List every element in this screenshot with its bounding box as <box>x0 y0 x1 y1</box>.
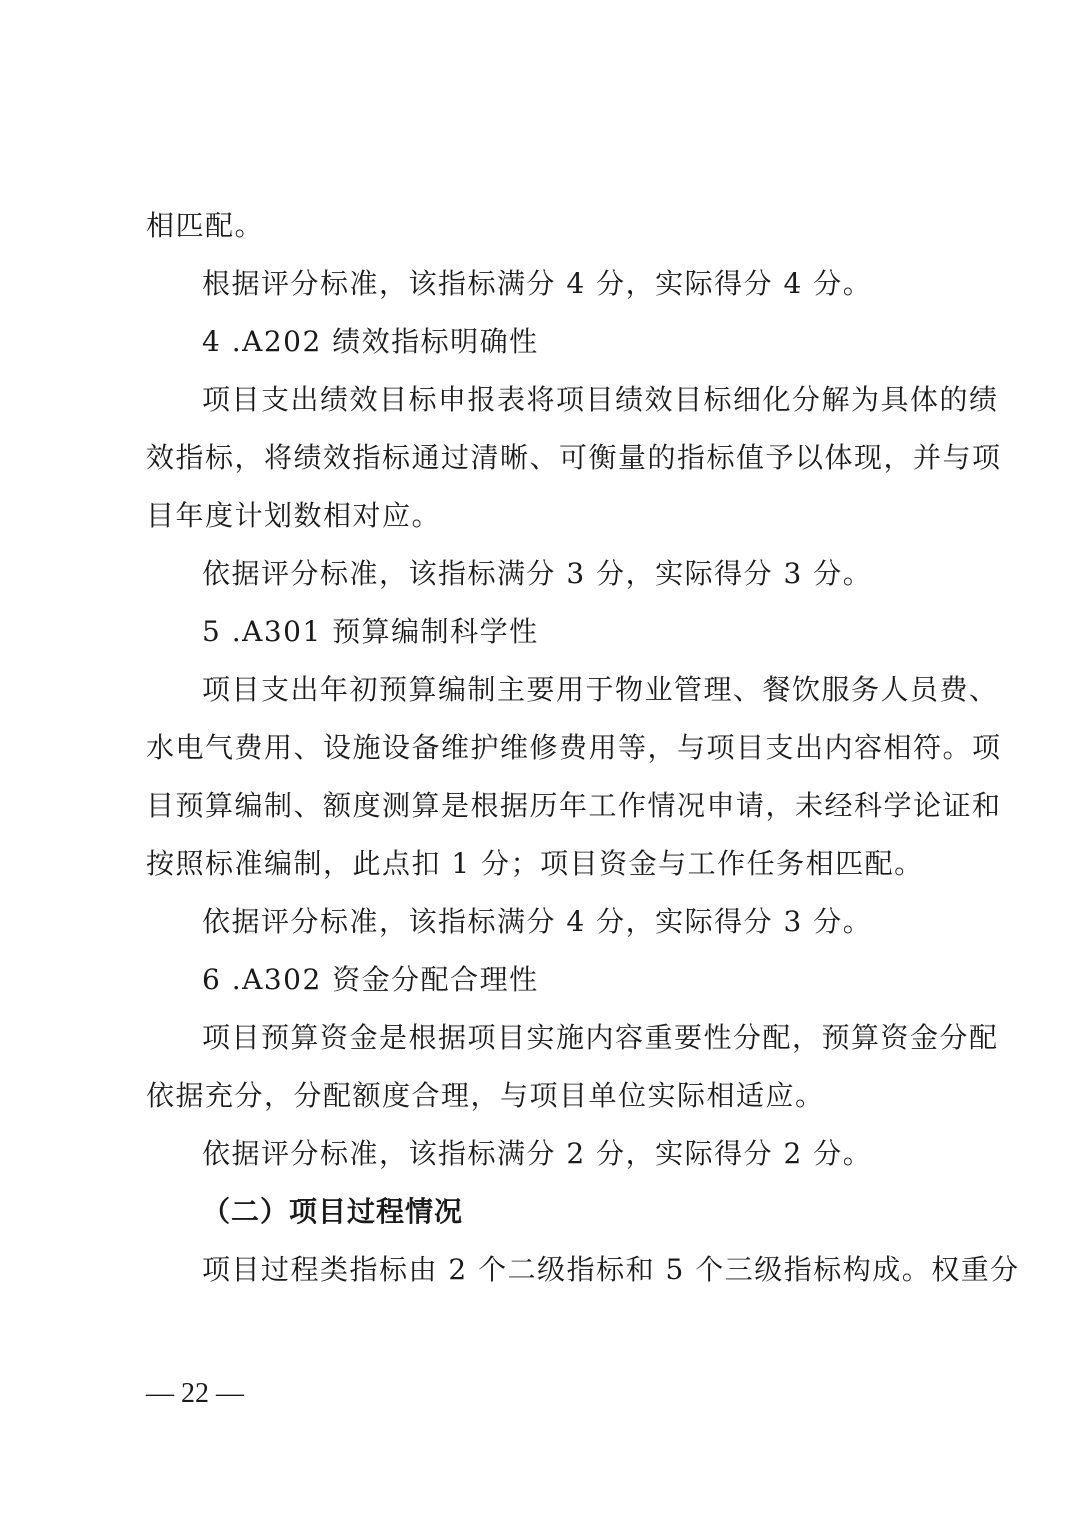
score-line: 依据评分标准，该指标满分 2 分，实际得分 2 分。 <box>202 1137 873 1170</box>
paragraph-line: 水电气费用、设施设备维护维修费用等，与项目支出内容相符。项 <box>146 731 1002 764</box>
score-line: 依据评分标准，该指标满分 4 分，实际得分 3 分。 <box>202 905 873 938</box>
section-heading-a202: 4 .A202 绩效指标明确性 <box>202 325 539 358</box>
score-line: 根据评分标准，该指标满分 4 分，实际得分 4 分。 <box>202 267 873 300</box>
page-number: — 22 — <box>146 1378 244 1409</box>
section-heading-process: （二）项目过程情况 <box>202 1195 464 1228</box>
paragraph-line: 目预算编制、额度测算是根据历年工作情况申请，未经科学论证和 <box>146 789 1002 822</box>
section-heading-a301: 5 .A301 预算编制科学性 <box>202 615 539 648</box>
paragraph-line: 项目支出年初预算编制主要用于物业管理、餐饮服务人员费、 <box>202 673 999 706</box>
paragraph-line: 依据充分，分配额度合理，与项目单位实际相适应。 <box>146 1079 825 1112</box>
paragraph-line: 项目支出绩效目标申报表将项目绩效目标细化分解为具体的绩 <box>202 383 999 416</box>
paragraph-line: 效指标，将绩效指标通过清晰、可衡量的指标值予以体现，并与项 <box>146 441 1002 474</box>
section-heading-a302: 6 .A302 资金分配合理性 <box>202 963 539 996</box>
paragraph-line: 目年度计划数相对应。 <box>146 499 442 532</box>
paragraph-line: 相匹配。 <box>146 209 265 242</box>
paragraph-line: 按照标准编制，此点扣 1 分；项目资金与工作任务相匹配。 <box>146 847 924 880</box>
paragraph-line: 项目过程类指标由 2 个二级指标和 5 个三级指标构成。权重分 <box>202 1253 1020 1286</box>
score-line: 依据评分标准，该指标满分 3 分，实际得分 3 分。 <box>202 557 873 590</box>
paragraph-line: 项目预算资金是根据项目实施内容重要性分配，预算资金分配 <box>202 1021 999 1054</box>
